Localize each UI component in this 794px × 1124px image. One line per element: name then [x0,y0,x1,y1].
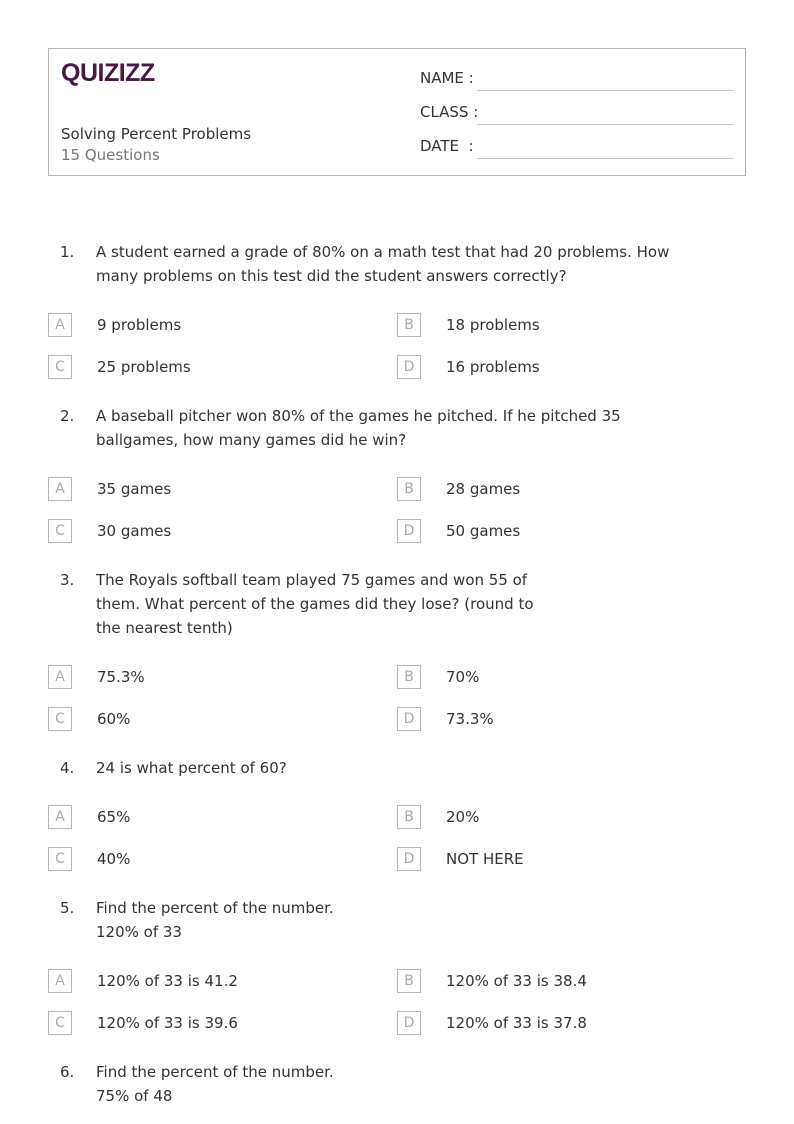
question-number: 3. [60,571,75,589]
answer-option[interactable] [48,960,397,1002]
option-letter-box: C [48,519,72,543]
answer-options [48,656,744,740]
question-number: 1. [60,243,75,261]
answer-option[interactable] [397,656,744,698]
option-letter-box: D [397,519,421,543]
option-text: 9 problems [97,316,182,334]
answer-options [48,960,744,1044]
answer-option[interactable] [397,960,744,1002]
option-text: 18 problems [446,316,540,334]
option-letter-box: C [48,1011,72,1035]
option-letter-box: B [397,313,421,337]
option-text: 65% [97,808,131,826]
option-text: 20% [446,808,480,826]
option-text: 120% of 33 is 38.4 [446,972,587,990]
answer-option[interactable] [48,698,397,740]
option-text: 40% [97,850,131,868]
option-letter-box: C [48,847,72,871]
option-letter-box: B [397,477,421,501]
answer-option[interactable] [48,468,397,510]
question-text: Find the percent of the number. 75% of 48 [96,1063,334,1105]
option-text: 50 games [446,522,521,540]
answer-option[interactable] [48,346,397,388]
quizizz-logo: QUIZIZZ [61,59,155,87]
worksheet-header [48,48,746,176]
option-letter-box: B [397,969,421,993]
option-letter-box: B [397,805,421,829]
question-text: A student earned a grade of 80% on a math test that had 20 problems. How many problems on this test did the student answers correctly? [96,243,670,285]
answer-option[interactable] [48,796,397,838]
question-text: The Royals softball team played 75 games and won 55 of them. What percent of the games did they lose? (round to the nearest tenth) [96,571,534,637]
class-line [477,124,734,125]
answer-options [48,796,744,880]
option-letter-box: A [48,805,72,829]
answer-option[interactable] [397,510,744,552]
question [48,756,744,780]
question-number: 6. [60,1063,75,1081]
option-letter-box: C [48,707,72,731]
answer-options [48,468,744,552]
question-count: 15 Questions [61,146,160,164]
question-text: 24 is what percent of 60? [96,759,287,777]
option-text: 120% of 33 is 41.2 [97,972,238,990]
option-letter-box: A [48,665,72,689]
option-letter-box: D [397,1011,421,1035]
question-list [48,240,744,1124]
option-letter-box: D [397,355,421,379]
option-letter-box: A [48,969,72,993]
option-text: 30 games [97,522,172,540]
answer-option[interactable] [48,656,397,698]
option-letter-box: C [48,355,72,379]
worksheet-title: Solving Percent Problems [61,125,252,143]
class-field[interactable] [420,101,734,125]
question [48,568,744,640]
option-text: 120% of 33 is 39.6 [97,1014,238,1032]
answer-option[interactable] [397,1002,744,1044]
answer-option[interactable] [397,468,744,510]
option-letter-box: A [48,313,72,337]
option-letter-box: D [397,847,421,871]
answer-option[interactable] [48,304,397,346]
answer-option[interactable] [48,1002,397,1044]
question-text: A baseball pitcher won 80% of the games he pitched. If he pitched 35 ballgames, how many games did he win? [96,407,621,449]
question [48,896,744,944]
answer-options [48,304,744,388]
answer-option[interactable] [397,346,744,388]
question-text: Find the percent of the number. 120% of 33 [96,899,334,941]
question [48,240,744,288]
question-number: 4. [60,759,75,777]
name-label: NAME : [420,69,474,87]
option-text: 25 problems [97,358,191,376]
answer-option[interactable] [397,698,744,740]
option-text: NOT HERE [446,850,524,868]
name-field[interactable] [420,67,734,91]
option-text: 28 games [446,480,521,498]
option-text: 35 games [97,480,172,498]
name-line [477,90,734,91]
date-field[interactable] [420,135,734,159]
question [48,1060,744,1108]
answer-option[interactable] [48,838,397,880]
option-letter-box: B [397,665,421,689]
date-label: DATE : [420,137,474,155]
option-letter-box: D [397,707,421,731]
class-label: CLASS : [420,103,479,121]
option-text: 75.3% [97,668,145,686]
option-text: 70% [446,668,480,686]
question-number: 5. [60,899,75,917]
date-line [477,158,734,159]
option-text: 73.3% [446,710,494,728]
option-text: 120% of 33 is 37.8 [446,1014,587,1032]
answer-option[interactable] [397,838,744,880]
question [48,404,744,452]
question-number: 2. [60,407,75,425]
option-text: 16 problems [446,358,540,376]
answer-option[interactable] [397,304,744,346]
answer-option[interactable] [48,510,397,552]
answer-option[interactable] [397,796,744,838]
option-text: 60% [97,710,131,728]
option-letter-box: A [48,477,72,501]
